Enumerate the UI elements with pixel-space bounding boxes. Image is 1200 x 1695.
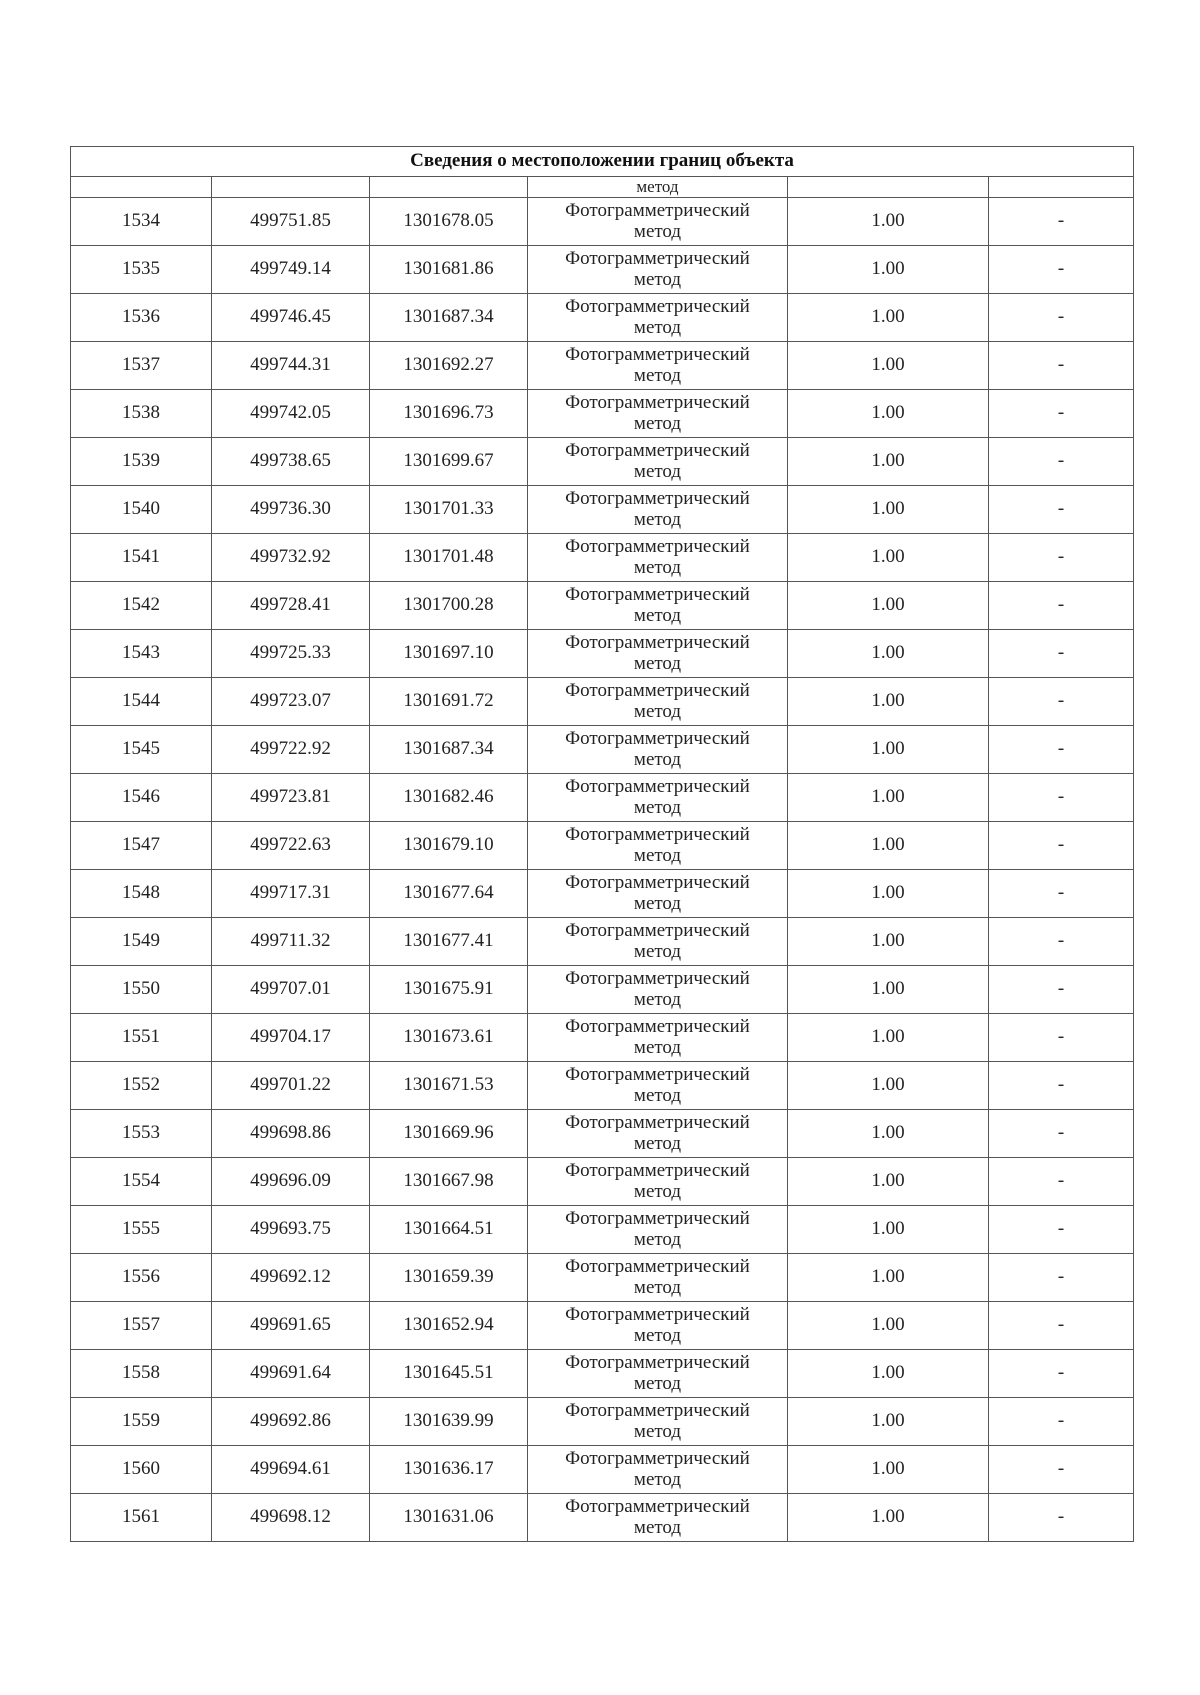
method-cell xyxy=(528,294,788,342)
coordinate-y-cell: 1301667.98 xyxy=(370,1158,528,1206)
description-cell: - xyxy=(989,1446,1134,1494)
method-cell xyxy=(528,822,788,870)
coordinate-y-cell: 1301631.06 xyxy=(370,1494,528,1542)
point-number-cell: 1545 xyxy=(71,726,212,774)
accuracy-cell: 1.00 xyxy=(788,822,989,870)
method-text: Фотограмметрический метод xyxy=(565,871,750,914)
description-cell: - xyxy=(989,678,1134,726)
point-number-cell: 1538 xyxy=(71,390,212,438)
method-cell xyxy=(528,1302,788,1350)
coordinate-y-cell: 1301652.94 xyxy=(370,1302,528,1350)
accuracy-cell: 1.00 xyxy=(788,1206,989,1254)
accuracy-cell: 1.00 xyxy=(788,438,989,486)
coordinate-x-cell: 499742.05 xyxy=(212,390,370,438)
coordinate-y-cell: 1301687.34 xyxy=(370,726,528,774)
accuracy-cell: 1.00 xyxy=(788,966,989,1014)
description-cell: - xyxy=(989,726,1134,774)
table-row xyxy=(71,1014,1134,1062)
method-text: Фотограмметрический метод xyxy=(565,391,750,434)
coordinate-y-cell: 1301673.61 xyxy=(370,1014,528,1062)
method-cell xyxy=(528,198,788,246)
coordinate-x-cell: 499717.31 xyxy=(212,870,370,918)
method-text: Фотограмметрический метод xyxy=(565,1063,750,1106)
carry-cell-description xyxy=(989,177,1134,198)
coordinate-y-cell: 1301687.34 xyxy=(370,294,528,342)
description-cell: - xyxy=(989,774,1134,822)
point-number-cell: 1546 xyxy=(71,774,212,822)
accuracy-cell: 1.00 xyxy=(788,1398,989,1446)
accuracy-cell: 1.00 xyxy=(788,774,989,822)
method-cell xyxy=(528,1494,788,1542)
coordinate-x-cell: 499711.32 xyxy=(212,918,370,966)
method-cell xyxy=(528,438,788,486)
method-cell xyxy=(528,1014,788,1062)
method-text: Фотограмметрический метод xyxy=(565,1495,750,1538)
point-number-cell: 1547 xyxy=(71,822,212,870)
accuracy-cell: 1.00 xyxy=(788,1446,989,1494)
point-number-cell: 1536 xyxy=(71,294,212,342)
method-text: Фотограмметрический метод xyxy=(565,727,750,770)
coordinate-x-cell: 499723.81 xyxy=(212,774,370,822)
table-row xyxy=(71,1158,1134,1206)
coordinate-y-cell: 1301678.05 xyxy=(370,198,528,246)
coordinate-y-cell: 1301645.51 xyxy=(370,1350,528,1398)
accuracy-cell: 1.00 xyxy=(788,726,989,774)
accuracy-cell: 1.00 xyxy=(788,342,989,390)
table-row xyxy=(71,1350,1134,1398)
accuracy-cell: 1.00 xyxy=(788,1014,989,1062)
coordinate-x-cell: 499722.63 xyxy=(212,822,370,870)
description-cell: - xyxy=(989,1110,1134,1158)
coordinate-x-cell: 499722.92 xyxy=(212,726,370,774)
point-number-cell: 1534 xyxy=(71,198,212,246)
method-cell xyxy=(528,870,788,918)
coordinate-y-cell: 1301669.96 xyxy=(370,1110,528,1158)
accuracy-cell: 1.00 xyxy=(788,294,989,342)
coordinate-x-cell: 499728.41 xyxy=(212,582,370,630)
table-row xyxy=(71,1398,1134,1446)
method-text: Фотограмметрический метод xyxy=(565,967,750,1010)
coordinate-y-cell: 1301664.51 xyxy=(370,1206,528,1254)
coordinate-x-cell: 499694.61 xyxy=(212,1446,370,1494)
coordinate-y-cell: 1301697.10 xyxy=(370,630,528,678)
method-cell xyxy=(528,246,788,294)
table-row xyxy=(71,966,1134,1014)
coordinate-x-cell: 499707.01 xyxy=(212,966,370,1014)
method-cell xyxy=(528,342,788,390)
coordinate-y-cell: 1301671.53 xyxy=(370,1062,528,1110)
method-text: Фотограмметрический метод xyxy=(565,775,750,818)
point-number-cell: 1549 xyxy=(71,918,212,966)
accuracy-cell: 1.00 xyxy=(788,678,989,726)
table-row xyxy=(71,774,1134,822)
accuracy-cell: 1.00 xyxy=(788,534,989,582)
table-row xyxy=(71,246,1134,294)
point-number-cell: 1559 xyxy=(71,1398,212,1446)
coordinate-x-cell: 499738.65 xyxy=(212,438,370,486)
table-row xyxy=(71,1446,1134,1494)
coordinate-x-cell: 499696.09 xyxy=(212,1158,370,1206)
method-cell xyxy=(528,1158,788,1206)
coordinate-x-cell: 499691.65 xyxy=(212,1302,370,1350)
coordinate-x-cell: 499692.86 xyxy=(212,1398,370,1446)
method-text: Фотограмметрический метод xyxy=(565,295,750,338)
table-row xyxy=(71,1494,1134,1542)
point-number-cell: 1541 xyxy=(71,534,212,582)
method-text: Фотограмметрический метод xyxy=(565,343,750,386)
accuracy-cell: 1.00 xyxy=(788,1254,989,1302)
table-row xyxy=(71,1206,1134,1254)
table-row xyxy=(71,582,1134,630)
point-number-cell: 1551 xyxy=(71,1014,212,1062)
table-body xyxy=(71,177,1134,1542)
coordinate-x-cell: 499736.30 xyxy=(212,486,370,534)
coordinate-x-cell: 499698.86 xyxy=(212,1110,370,1158)
point-number-cell: 1537 xyxy=(71,342,212,390)
coordinate-x-cell: 499691.64 xyxy=(212,1350,370,1398)
method-text: Фотограмметрический метод xyxy=(565,1015,750,1058)
description-cell: - xyxy=(989,534,1134,582)
coordinate-x-cell: 499698.12 xyxy=(212,1494,370,1542)
method-cell xyxy=(528,1206,788,1254)
boundary-coordinates-table xyxy=(70,146,1134,1542)
document-page xyxy=(70,146,1133,1542)
point-number-cell: 1560 xyxy=(71,1446,212,1494)
table-title: Сведения о местоположении границ объекта xyxy=(71,147,1134,177)
point-number-cell: 1543 xyxy=(71,630,212,678)
accuracy-cell: 1.00 xyxy=(788,582,989,630)
point-number-cell: 1558 xyxy=(71,1350,212,1398)
coordinate-y-cell: 1301701.48 xyxy=(370,534,528,582)
description-cell: - xyxy=(989,630,1134,678)
coordinate-y-cell: 1301701.33 xyxy=(370,486,528,534)
table-row xyxy=(71,822,1134,870)
point-number-cell: 1550 xyxy=(71,966,212,1014)
table-row xyxy=(71,870,1134,918)
table-row xyxy=(71,1110,1134,1158)
table-row xyxy=(71,1302,1134,1350)
table-row xyxy=(71,198,1134,246)
table-row xyxy=(71,726,1134,774)
method-cell xyxy=(528,630,788,678)
coordinate-x-cell: 499723.07 xyxy=(212,678,370,726)
table-row xyxy=(71,438,1134,486)
method-cell xyxy=(528,582,788,630)
point-number-cell: 1555 xyxy=(71,1206,212,1254)
method-text: Фотограмметрический метод xyxy=(565,1351,750,1394)
description-cell: - xyxy=(989,1158,1134,1206)
description-cell: - xyxy=(989,294,1134,342)
method-cell xyxy=(528,534,788,582)
coordinate-x-cell: 499692.12 xyxy=(212,1254,370,1302)
accuracy-cell: 1.00 xyxy=(788,1158,989,1206)
method-text: Фотограмметрический метод xyxy=(565,679,750,722)
method-text: Фотограмметрический метод xyxy=(565,823,750,866)
coordinate-y-cell: 1301639.99 xyxy=(370,1398,528,1446)
method-text: Фотограмметрический метод xyxy=(565,919,750,962)
method-text: Фотограмметрический метод xyxy=(565,1303,750,1346)
method-cell xyxy=(528,390,788,438)
accuracy-cell: 1.00 xyxy=(788,486,989,534)
coordinate-x-cell: 499725.33 xyxy=(212,630,370,678)
description-cell: - xyxy=(989,870,1134,918)
coordinate-x-cell: 499732.92 xyxy=(212,534,370,582)
accuracy-cell: 1.00 xyxy=(788,390,989,438)
accuracy-cell: 1.00 xyxy=(788,1302,989,1350)
description-cell: - xyxy=(989,918,1134,966)
method-text: Фотограмметрический метод xyxy=(565,535,750,578)
coordinate-y-cell: 1301677.41 xyxy=(370,918,528,966)
coordinate-y-cell: 1301636.17 xyxy=(370,1446,528,1494)
coordinate-y-cell: 1301699.67 xyxy=(370,438,528,486)
table-row xyxy=(71,1062,1134,1110)
carry-cell-x xyxy=(212,177,370,198)
point-number-cell: 1539 xyxy=(71,438,212,486)
accuracy-cell: 1.00 xyxy=(788,1494,989,1542)
method-text: Фотограмметрический метод xyxy=(565,1399,750,1442)
carry-cell-point xyxy=(71,177,212,198)
method-text: Фотограмметрический метод xyxy=(565,1447,750,1490)
coordinate-x-cell: 499744.31 xyxy=(212,342,370,390)
method-text: Фотограмметрический метод xyxy=(565,1111,750,1154)
method-cell xyxy=(528,1110,788,1158)
point-number-cell: 1557 xyxy=(71,1302,212,1350)
accuracy-cell: 1.00 xyxy=(788,870,989,918)
table-row xyxy=(71,294,1134,342)
method-text: Фотограмметрический метод xyxy=(565,1207,750,1250)
method-cell xyxy=(528,486,788,534)
method-text: Фотограмметрический метод xyxy=(565,439,750,482)
description-cell: - xyxy=(989,1398,1134,1446)
method-cell xyxy=(528,1446,788,1494)
method-text: Фотограмметрический метод xyxy=(565,1255,750,1298)
coordinate-y-cell: 1301675.91 xyxy=(370,966,528,1014)
method-text: Фотограмметрический метод xyxy=(565,487,750,530)
point-number-cell: 1554 xyxy=(71,1158,212,1206)
description-cell: - xyxy=(989,198,1134,246)
method-text: Фотограмметрический метод xyxy=(565,1159,750,1202)
accuracy-cell: 1.00 xyxy=(788,246,989,294)
point-number-cell: 1561 xyxy=(71,1494,212,1542)
table-row xyxy=(71,678,1134,726)
coordinate-x-cell: 499693.75 xyxy=(212,1206,370,1254)
accuracy-cell: 1.00 xyxy=(788,630,989,678)
point-number-cell: 1540 xyxy=(71,486,212,534)
table-row xyxy=(71,534,1134,582)
description-cell: - xyxy=(989,486,1134,534)
description-cell: - xyxy=(989,966,1134,1014)
description-cell: - xyxy=(989,246,1134,294)
table-row xyxy=(71,342,1134,390)
point-number-cell: 1548 xyxy=(71,870,212,918)
carry-cell-method: метод xyxy=(528,177,788,198)
method-text: Фотограмметрический метод xyxy=(565,199,750,242)
description-cell: - xyxy=(989,822,1134,870)
description-cell: - xyxy=(989,438,1134,486)
carry-over-row xyxy=(71,177,1134,198)
coordinate-x-cell: 499746.45 xyxy=(212,294,370,342)
coordinate-y-cell: 1301659.39 xyxy=(370,1254,528,1302)
coordinate-y-cell: 1301692.27 xyxy=(370,342,528,390)
table-row xyxy=(71,918,1134,966)
description-cell: - xyxy=(989,1494,1134,1542)
carry-cell-y xyxy=(370,177,528,198)
table-row xyxy=(71,630,1134,678)
method-cell xyxy=(528,1350,788,1398)
table-row xyxy=(71,390,1134,438)
point-number-cell: 1542 xyxy=(71,582,212,630)
accuracy-cell: 1.00 xyxy=(788,918,989,966)
carry-cell-accuracy xyxy=(788,177,989,198)
point-number-cell: 1535 xyxy=(71,246,212,294)
accuracy-cell: 1.00 xyxy=(788,1062,989,1110)
coordinate-y-cell: 1301691.72 xyxy=(370,678,528,726)
coordinate-x-cell: 499701.22 xyxy=(212,1062,370,1110)
accuracy-cell: 1.00 xyxy=(788,198,989,246)
coordinate-x-cell: 499749.14 xyxy=(212,246,370,294)
coordinate-x-cell: 499751.85 xyxy=(212,198,370,246)
description-cell: - xyxy=(989,1062,1134,1110)
method-cell xyxy=(528,1062,788,1110)
description-cell: - xyxy=(989,1206,1134,1254)
method-text: Фотограмметрический метод xyxy=(565,583,750,626)
description-cell: - xyxy=(989,1254,1134,1302)
description-cell: - xyxy=(989,1302,1134,1350)
point-number-cell: 1556 xyxy=(71,1254,212,1302)
coordinate-y-cell: 1301696.73 xyxy=(370,390,528,438)
description-cell: - xyxy=(989,582,1134,630)
method-cell xyxy=(528,966,788,1014)
table-row xyxy=(71,1254,1134,1302)
accuracy-cell: 1.00 xyxy=(788,1350,989,1398)
method-cell xyxy=(528,678,788,726)
point-number-cell: 1552 xyxy=(71,1062,212,1110)
description-cell: - xyxy=(989,390,1134,438)
coordinate-y-cell: 1301700.28 xyxy=(370,582,528,630)
table-row xyxy=(71,486,1134,534)
method-cell xyxy=(528,774,788,822)
coordinate-y-cell: 1301677.64 xyxy=(370,870,528,918)
method-text: Фотограмметрический метод xyxy=(565,247,750,290)
coordinate-y-cell: 1301682.46 xyxy=(370,774,528,822)
point-number-cell: 1544 xyxy=(71,678,212,726)
coordinate-y-cell: 1301679.10 xyxy=(370,822,528,870)
coordinate-x-cell: 499704.17 xyxy=(212,1014,370,1062)
description-cell: - xyxy=(989,1014,1134,1062)
method-cell xyxy=(528,1254,788,1302)
coordinate-y-cell: 1301681.86 xyxy=(370,246,528,294)
method-cell xyxy=(528,918,788,966)
description-cell: - xyxy=(989,1350,1134,1398)
point-number-cell: 1553 xyxy=(71,1110,212,1158)
description-cell: - xyxy=(989,342,1134,390)
method-cell xyxy=(528,1398,788,1446)
table-caption-row xyxy=(71,147,1134,177)
method-text: Фотограмметрический метод xyxy=(565,631,750,674)
accuracy-cell: 1.00 xyxy=(788,1110,989,1158)
method-cell xyxy=(528,726,788,774)
